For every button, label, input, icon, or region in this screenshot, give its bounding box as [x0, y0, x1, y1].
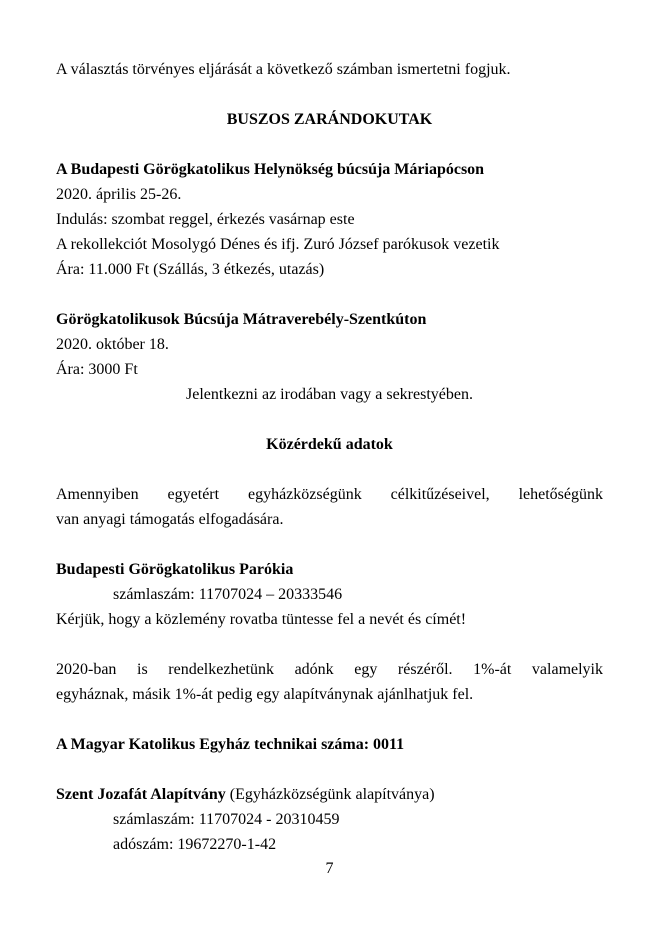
- bus-pilgrimages-heading: BUSZOS ZARÁNDOKUTAK: [226, 111, 433, 128]
- church-technical-code: A Magyar Katolikus Egyház technikai száma: 0011: [56, 736, 405, 753]
- intro-text: A választás törvényes eljárását a következő számban ismertetni fogjuk.: [56, 61, 511, 78]
- parish-account-number: számlaszám: 11707024 – 20333546: [113, 586, 343, 603]
- parish-name: Budapesti Görögkatolikus Parókia: [56, 561, 294, 578]
- trip1-date: 2020. április 25-26.: [56, 186, 182, 203]
- tax-text-line2: egyháznak, másik 1%-át pedig egy alapítványnak ajánlhatjuk fel.: [56, 686, 474, 703]
- trip1-price: Ára: 11.000 Ft (Szállás, 3 étkezés, utazás): [56, 261, 325, 278]
- trip2-title: Görögkatolikusok Búcsúja Mátraverebély-Szentkúton: [56, 311, 427, 328]
- trip2-date: 2020. október 18.: [56, 336, 169, 353]
- trip2-price: Ára: 3000 Ft: [56, 361, 138, 378]
- foundation-line: [56, 783, 603, 807]
- foundation-tax-id: adószám: 19672270-1-42: [113, 836, 277, 853]
- signup-note: Jelentkezni az irodában vagy a sekrestyében.: [186, 386, 473, 403]
- support-text-line2: van anyagi támogatás elfogadására.: [56, 511, 284, 528]
- parish-transfer-note: Kérjük, hogy a közlemény rovatba tüntesse fel a nevét és címét!: [56, 611, 467, 628]
- trip1-leaders: A rekollekciót Mosolygó Dénes és ifj. Zuró József parókusok vezetik: [56, 236, 500, 253]
- trip1-title: A Budapesti Görögkatolikus Helynökség búcsúja Máriapócson: [56, 161, 485, 178]
- foundation-description: (Egyházközségünk alapítványa): [225, 786, 435, 803]
- support-text-line1: Amennyiben egyetért egyházközségünk célkitűzéseivel, lehetőségünk: [56, 486, 603, 503]
- page-number: 7: [325, 860, 334, 877]
- tax-text-line1: 2020-ban is rendelkezhetünk adónk egy részéről. 1%-át valamelyik: [56, 661, 603, 678]
- public-data-heading: Közérdekű adatok: [266, 436, 393, 453]
- foundation-account-number: számlaszám: 11707024 - 20310459: [113, 811, 340, 828]
- foundation-name: Szent Jozafát Alapítvány: [56, 786, 226, 803]
- trip1-departure: Indulás: szombat reggel, érkezés vasárnap este: [56, 211, 355, 228]
